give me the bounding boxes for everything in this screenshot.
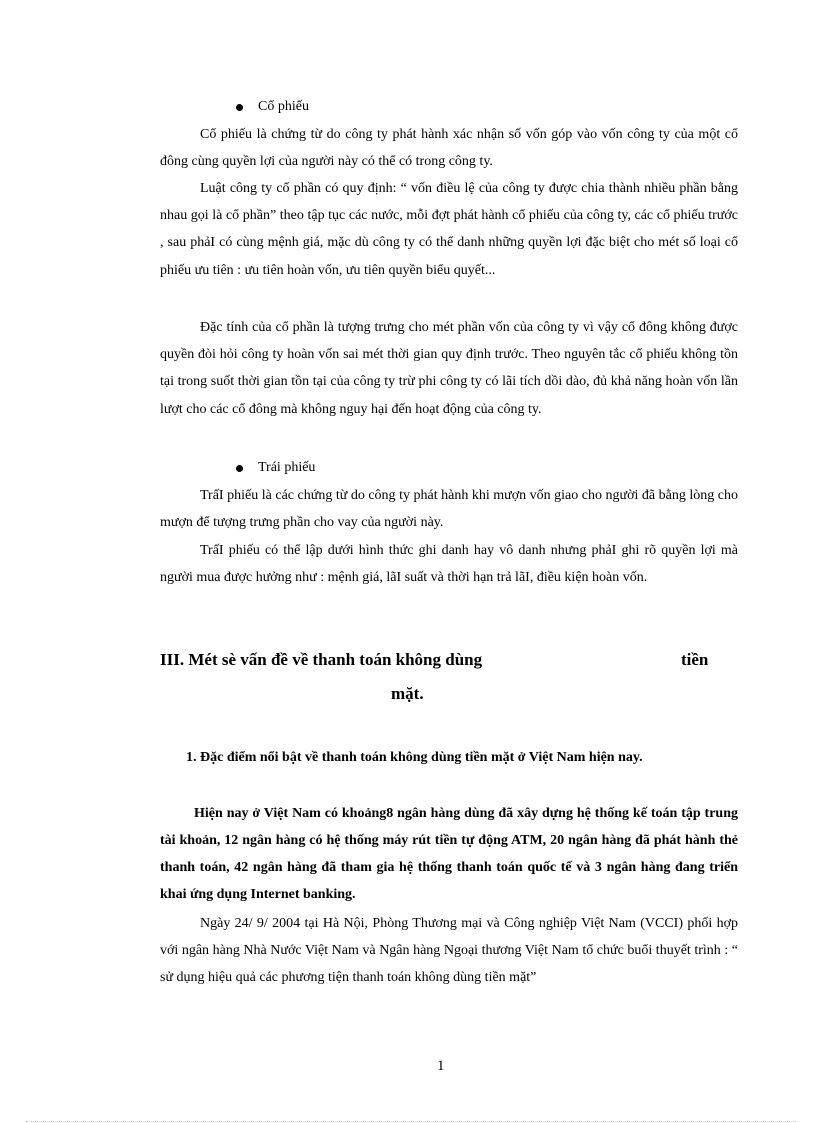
paragraph-co-phieu-definition: Cổ phiếu là chứng từ do công ty phát hành xác nhận số vốn góp vào vốn công ty của một cổ đông cùng quyền lợi của người này có thể có trong công ty. xyxy=(160,127,738,170)
paragraph-ngay-24-9: Ngày 24/ 9/ 2004 tại Hà Nội, Phòng Thương mại và Công nghiệp Việt Nam (VCCI) phối hợp với ngân hàng Nhà Nước Việt Nam và Ngân hàng Ngoại thương Việt Nam tổ chức buổi thuyết trình : “ sử dụng hiệu quả các phương tiện thanh toán không dùng tiền mặt” xyxy=(160,916,738,986)
paragraph-dac-tinh: Đặc tính của cổ phần là tượng trưng cho mét phần vốn của công ty vì vậy cổ đông không được quyền đòi hỏi công ty hoàn vốn sai mét thời gian quy định trước. Theo nguyên tắc cổ phiếu không tồn tại trong suốt thời gian tồn tại của công ty trừ phi công ty có lãi tích dồi dào, đủ khả năng hoàn vốn lần lượt cho các cổ đông mà không nguy hại đến hoạt động của công ty. xyxy=(160,320,738,417)
bullet-icon xyxy=(236,465,243,472)
subsection-heading: 1. Đặc điểm nổi bật về thanh toán không dùng tiền mặt ở Việt Nam hiện nay. xyxy=(186,750,643,765)
page-break-line xyxy=(26,1121,796,1122)
page-number: 1 xyxy=(437,1058,445,1074)
section-heading-end: tiền xyxy=(681,650,709,669)
paragraph-trai-phieu-hinh-thuc: TrấI phiếu có thể lập dưới hình thức ghi danh hay vô danh nhưng phảI ghi rõ quyền lợi mà người mua được hưởng như : mệnh giá, lãI suất và thời hạn trả lãI, điều kiện hoàn vốn. xyxy=(160,543,738,586)
paragraph-hien-nay: Hiện nay ở Việt Nam có khoảng8 ngân hàng dùng đã xây dựng hệ thống kế toán tập trung tài khoản, 12 ngân hàng có hệ thống máy rút tiền tự động ATM, 20 ngân hàng đã phát hành thẻ thanh toán, 42 ngân hàng đã tham gia hệ thống thanh toán quốc tế và 3 ngân hàng đang triển khai ứng dụng Internet banking. xyxy=(160,806,738,902)
paragraph-trai-phieu-definition: TrấI phiếu là các chứng từ do công ty phát hành khi mượn vốn giao cho người đã bằng lòng cho mượn để tượng trưng phần cho vay của người này. xyxy=(160,488,738,531)
bullet-icon xyxy=(236,104,243,111)
paragraph-luat-cong-ty: Luật công ty cổ phần có quy định: “ vốn điều lệ của công ty được chia thành nhiều phần bằng nhau gọi là cổ phần” theo tập tục các nước, mỗi đợt phát hành cổ phiếu của công ty, các cổ phiếu trước , sau phảI có cùng mệnh giá, mặc dù công ty có thể danh những quyền lợi đặc biệt cho mét số loại cổ phiếu ưu tiên : ưu tiên hoàn vốn, ưu tiên quyền biểu quyết... xyxy=(160,181,738,278)
section-heading: III. Mét sè vấn đề về thanh toán không dùng xyxy=(160,650,483,669)
bullet-label: Cổ phiếu xyxy=(258,99,309,114)
section-heading-line2: mặt. xyxy=(391,684,424,703)
bullet-label: Trái phiếu xyxy=(258,460,316,475)
